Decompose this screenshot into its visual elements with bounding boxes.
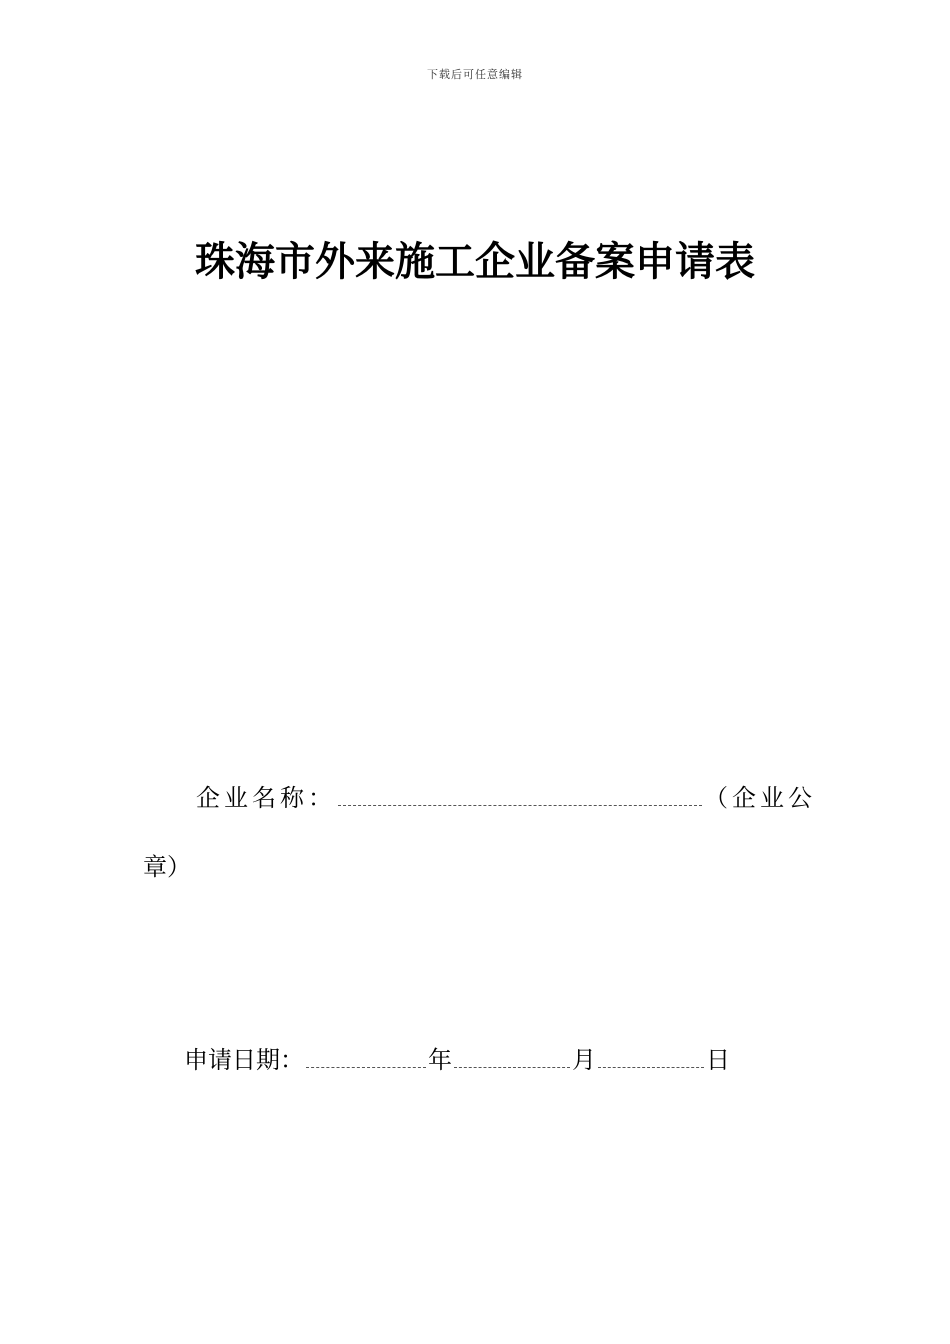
day-label: 日 bbox=[706, 1046, 730, 1074]
company-name-label: 企业名称： bbox=[196, 784, 336, 812]
company-seal-note-start: （企业公 bbox=[704, 784, 816, 812]
application-date-row bbox=[184, 1040, 730, 1075]
company-name-row bbox=[196, 778, 816, 813]
month-label: 月 bbox=[572, 1046, 596, 1074]
application-date-label: 申请日期： bbox=[184, 1046, 304, 1074]
company-name-field[interactable] bbox=[338, 791, 702, 806]
page-title: 珠海市外来施工企业备案申请表 bbox=[195, 239, 755, 285]
year-field[interactable] bbox=[306, 1053, 426, 1068]
header-note: 下载后可任意编辑 bbox=[427, 68, 523, 81]
company-seal-note-end: 章） bbox=[143, 853, 191, 881]
month-field[interactable] bbox=[454, 1053, 570, 1068]
year-label: 年 bbox=[428, 1046, 452, 1074]
day-field[interactable] bbox=[598, 1053, 704, 1068]
